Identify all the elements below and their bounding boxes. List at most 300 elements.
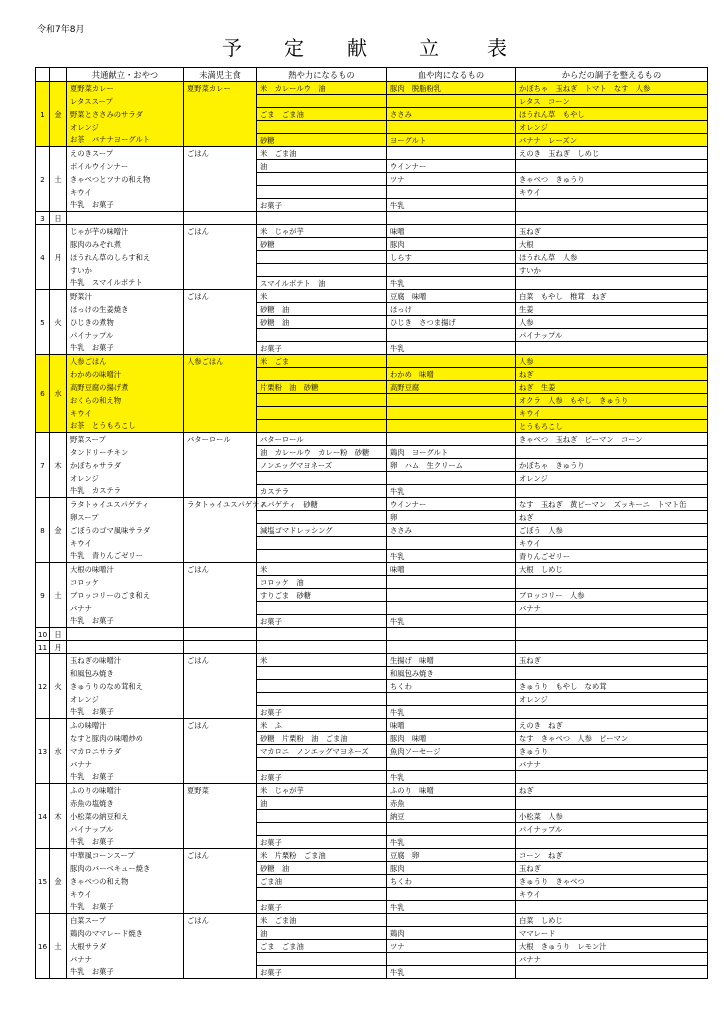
common-menu-item: きゃべつの和え物 [67, 875, 184, 888]
infant-staple [184, 862, 257, 875]
energy-foods-cell: お菓子 [257, 199, 387, 212]
common-menu-item: 牛乳 お菓子 [67, 706, 184, 719]
regulating-foods-cell: なす きゃべつ 人参 ピーマン [516, 732, 708, 745]
energy-cell [257, 212, 387, 225]
energy-cell [257, 641, 387, 654]
energy-foods-cell [257, 251, 387, 264]
day-number: 12 [36, 654, 50, 719]
body-building-foods-cell: 牛乳 [387, 706, 516, 719]
common-menu-item: 豚肉のバーベキュー焼き [67, 862, 184, 875]
common-menu-item: ボイルウインナー [67, 160, 184, 173]
body-building-foods-cell: ひじき さつま揚げ [387, 316, 516, 329]
common-menu-item: ふの味噌汁 [67, 719, 184, 732]
infant-staple [184, 836, 257, 849]
regulating-foods-cell: 大根 しめじ [516, 563, 708, 576]
body-building-foods-cell: 牛乳 [387, 966, 516, 979]
regulating-foods-cell [516, 901, 708, 914]
infant-staple [184, 472, 257, 485]
regulating-foods-cell: 人参 [516, 316, 708, 329]
body-building-foods-cell: ウインナー [387, 160, 516, 173]
menu-row [36, 121, 708, 134]
body-building-foods-cell: 味噌 [387, 719, 516, 732]
menu-row [36, 732, 708, 745]
energy-foods-cell: 砂糖 [257, 134, 387, 147]
menu-row [36, 719, 708, 732]
regulating-foods-cell [516, 797, 708, 810]
energy-foods-cell [257, 680, 387, 693]
header-row [36, 68, 708, 82]
menu-row [36, 433, 708, 446]
body-building-cell [387, 641, 516, 654]
energy-foods-cell: 油 [257, 927, 387, 940]
regulating-foods-cell: 玉ねぎ [516, 225, 708, 238]
menu-row [36, 667, 708, 680]
infant-staple [184, 771, 257, 784]
regulating-foods-cell: きゅうり [516, 745, 708, 758]
body-building-foods-cell [387, 888, 516, 901]
menu-row [36, 849, 708, 862]
infant-staple [184, 446, 257, 459]
menu-row [36, 108, 708, 121]
infant-staple [184, 511, 257, 524]
infant-staple-cell [184, 641, 257, 654]
infant-staple: ごはん [184, 719, 257, 732]
energy-foods-cell: 米 ごま油 [257, 147, 387, 160]
body-building-foods-cell: 牛乳 [387, 615, 516, 628]
regulating-foods-cell [516, 771, 708, 784]
infant-staple [184, 732, 257, 745]
infant-staple [184, 420, 257, 433]
day-row-empty [36, 212, 708, 225]
regulating-foods-cell: ほうれん草 もやし [516, 108, 708, 121]
body-building-foods-cell [387, 407, 516, 420]
infant-staple [184, 745, 257, 758]
regulating-foods-cell: コーン ねぎ [516, 849, 708, 862]
common-menu-item: ブロッコリーのごま和え [67, 589, 184, 602]
menu-body [36, 82, 708, 979]
common-menu-item: 野菜とささみのサラダ [67, 108, 184, 121]
regulating-foods-cell: なす 玉ねぎ 黄ピーマン ズッキーニ トマト缶 [516, 498, 708, 511]
regulating-foods-cell [516, 342, 708, 355]
infant-staple [184, 953, 257, 966]
common-menu-item: パイナップル [67, 329, 184, 342]
infant-staple [184, 875, 257, 888]
body-building-cell [387, 212, 516, 225]
body-building-foods-cell [387, 264, 516, 277]
regulating-foods-cell: 大根 [516, 238, 708, 251]
common-menu-item: 大根サラダ [67, 940, 184, 953]
energy-foods-cell: お菓子 [257, 342, 387, 355]
infant-staple: ラタトゥイユスパゲティ [184, 498, 257, 511]
regulating-foods-cell: とうもろこし [516, 420, 708, 433]
menu-row [36, 199, 708, 212]
menu-row [36, 771, 708, 784]
infant-staple: 夏野菜 [184, 784, 257, 797]
common-menu-item: バナナ [67, 602, 184, 615]
menu-row [36, 550, 708, 563]
regulating-foods-cell [516, 485, 708, 498]
energy-foods-cell: 片栗粉 油 砂糖 [257, 381, 387, 394]
energy-foods-cell: お菓子 [257, 706, 387, 719]
energy-foods-cell [257, 602, 387, 615]
menu-row [36, 576, 708, 589]
menu-row [36, 446, 708, 459]
infant-staple [184, 485, 257, 498]
infant-staple [184, 550, 257, 563]
body-building-foods-cell: ささみ [387, 108, 516, 121]
infant-staple [184, 966, 257, 979]
regulating-cell [516, 212, 708, 225]
energy-foods-cell [257, 810, 387, 823]
header-weekday [50, 68, 67, 82]
menu-table [35, 67, 708, 979]
body-building-foods-cell: 卵 [387, 511, 516, 524]
body-building-foods-cell: 牛乳 [387, 342, 516, 355]
infant-staple [184, 108, 257, 121]
body-building-foods-cell [387, 420, 516, 433]
regulating-foods-cell: ねぎ 生姜 [516, 381, 708, 394]
energy-foods-cell [257, 550, 387, 563]
infant-staple [184, 186, 257, 199]
weekday: 土 [50, 147, 67, 212]
menu-row [36, 797, 708, 810]
regulating-foods-cell [516, 277, 708, 290]
common-menu-item: レタススープ [67, 95, 184, 108]
day-number: 13 [36, 719, 50, 784]
infant-staple: ごはん [184, 290, 257, 303]
infant-staple [184, 823, 257, 836]
infant-staple [184, 381, 257, 394]
energy-foods-cell: ごま油 [257, 875, 387, 888]
day-number: 8 [36, 498, 50, 563]
title-char: 立 [419, 36, 439, 60]
body-building-foods-cell: 豚肉 [387, 238, 516, 251]
regulating-foods-cell: 白菜 しめじ [516, 914, 708, 927]
energy-foods-cell: 米 じゃが芋 [257, 784, 387, 797]
weekday: 水 [50, 355, 67, 433]
menu-row [36, 498, 708, 511]
menu-row [36, 823, 708, 836]
weekday: 木 [50, 784, 67, 849]
energy-foods-cell: 砂糖 油 [257, 316, 387, 329]
infant-staple [184, 680, 257, 693]
weekday: 火 [50, 290, 67, 355]
menu-row [36, 342, 708, 355]
common-menu-item: 小松菜の納豆和え [67, 810, 184, 823]
energy-foods-cell [257, 758, 387, 771]
regulating-foods-cell: かぼちゃ 玉ねぎ トマト なす 人参 [516, 82, 708, 95]
regulating-foods-cell: えのき 玉ねぎ しめじ [516, 147, 708, 160]
day-number: 1 [36, 82, 50, 147]
common-menu-item: キウイ [67, 186, 184, 199]
regulating-foods-cell: かぼちゃ きゅうり [516, 459, 708, 472]
menu-row [36, 706, 708, 719]
body-building-foods-cell [387, 394, 516, 407]
body-building-foods-cell [387, 537, 516, 550]
menu-row [36, 225, 708, 238]
energy-foods-cell: 米 じゃが芋 [257, 225, 387, 238]
infant-staple [184, 524, 257, 537]
energy-foods-cell [257, 420, 387, 433]
infant-staple [184, 368, 257, 381]
menu-row [36, 836, 708, 849]
weekday: 土 [50, 563, 67, 628]
infant-staple [184, 251, 257, 264]
menu-row [36, 966, 708, 979]
energy-foods-cell [257, 95, 387, 108]
common-menu-item: オレンジ [67, 472, 184, 485]
era-month-label: 令和7年8月 [37, 25, 85, 35]
regulating-foods-cell: 小松菜 人参 [516, 810, 708, 823]
page-title [0, 36, 724, 66]
energy-foods-cell: 米 [257, 563, 387, 576]
regulating-foods-cell: ママレード [516, 927, 708, 940]
regulating-foods-cell: 人参 [516, 355, 708, 368]
menu-row [36, 589, 708, 602]
body-building-foods-cell [387, 589, 516, 602]
menu-row [36, 537, 708, 550]
energy-foods-cell [257, 394, 387, 407]
body-building-foods-cell: 鶏肉 ヨーグルト [387, 446, 516, 459]
common-menu-item: すいか [67, 264, 184, 277]
menu-row [36, 264, 708, 277]
body-building-foods-cell: 納豆 [387, 810, 516, 823]
weekday: 金 [50, 498, 67, 563]
menu-row [36, 82, 708, 95]
day-number: 6 [36, 355, 50, 433]
common-menu-item: なすと豚肉の味噌炒め [67, 732, 184, 745]
menu-row [36, 147, 708, 160]
menu-row [36, 472, 708, 485]
infant-staple [184, 342, 257, 355]
common-menu-item: 鶏肉のママレード焼き [67, 927, 184, 940]
energy-foods-cell: ごま ごま油 [257, 108, 387, 121]
weekday: 金 [50, 849, 67, 914]
menu-row [36, 394, 708, 407]
common-menu-item: パイナップル [67, 823, 184, 836]
common-menu-item: 野菜スープ [67, 433, 184, 446]
body-building-foods-cell: 卵 ハム 生クリーム [387, 459, 516, 472]
common-menu-item: わかめの味噌汁 [67, 368, 184, 381]
infant-staple [184, 199, 257, 212]
body-building-foods-cell [387, 758, 516, 771]
common-menu-item: ほっけの生姜焼き [67, 303, 184, 316]
infant-staple [184, 810, 257, 823]
body-building-foods-cell [387, 472, 516, 485]
infant-staple [184, 277, 257, 290]
day-number: 7 [36, 433, 50, 498]
infant-staple [184, 576, 257, 589]
infant-staple [184, 303, 257, 316]
menu-row [36, 420, 708, 433]
menu-row [36, 563, 708, 576]
body-building-foods-cell [387, 121, 516, 134]
infant-staple [184, 238, 257, 251]
menu-row [36, 888, 708, 901]
body-building-foods-cell [387, 602, 516, 615]
infant-staple [184, 407, 257, 420]
body-building-foods-cell: 豆腐 卵 [387, 849, 516, 862]
infant-staple [184, 927, 257, 940]
regulating-foods-cell [516, 667, 708, 680]
common-menu-cell [67, 212, 184, 225]
body-building-foods-cell: 牛乳 [387, 550, 516, 563]
energy-foods-cell: 油 カレールウ カレー粉 砂糖 [257, 446, 387, 459]
weekday: 木 [50, 433, 67, 498]
header-infant-staple: 未満児主食 [184, 68, 257, 82]
infant-staple [184, 615, 257, 628]
energy-foods-cell: 油 [257, 160, 387, 173]
energy-foods-cell: スパゲティ 砂糖 [257, 498, 387, 511]
common-menu-item: 夏野菜カレー [67, 82, 184, 95]
regulating-foods-cell [516, 160, 708, 173]
body-building-foods-cell: 鶏肉 [387, 927, 516, 940]
common-menu-item: おくらの和え物 [67, 394, 184, 407]
common-menu-item: お茶 とうもろこし [67, 420, 184, 433]
body-building-foods-cell: 赤魚 [387, 797, 516, 810]
energy-foods-cell: お菓子 [257, 771, 387, 784]
body-building-foods-cell: ほっけ [387, 303, 516, 316]
body-building-foods-cell: ささみ [387, 524, 516, 537]
body-building-foods-cell [387, 355, 516, 368]
common-menu-item: 人参ごはん [67, 355, 184, 368]
menu-row [36, 914, 708, 927]
common-menu-item: きゃべつとツナの和え物 [67, 173, 184, 186]
common-menu-cell [67, 628, 184, 641]
day-row-empty [36, 628, 708, 641]
energy-foods-cell: コロッケ 油 [257, 576, 387, 589]
infant-staple [184, 173, 257, 186]
body-building-foods-cell: ツナ [387, 173, 516, 186]
energy-foods-cell: お菓子 [257, 901, 387, 914]
energy-foods-cell [257, 667, 387, 680]
energy-foods-cell [257, 368, 387, 381]
common-menu-item: 大根の味噌汁 [67, 563, 184, 576]
regulating-cell [516, 641, 708, 654]
energy-foods-cell: 米 片栗粉 ごま油 [257, 849, 387, 862]
body-building-foods-cell: 豆腐 味噌 [387, 290, 516, 303]
energy-foods-cell [257, 537, 387, 550]
menu-row [36, 251, 708, 264]
header-regulating-foods: からだの調子を整えるもの [516, 68, 708, 82]
body-building-foods-cell: ウインナー [387, 498, 516, 511]
body-building-foods-cell: ふのり 味噌 [387, 784, 516, 797]
day-number: 14 [36, 784, 50, 849]
regulating-foods-cell: きゃべつ 玉ねぎ ピーマン コーン [516, 433, 708, 446]
energy-foods-cell [257, 186, 387, 199]
menu-row [36, 862, 708, 875]
common-menu-item: 牛乳 青りんごゼリー [67, 550, 184, 563]
infant-staple [184, 667, 257, 680]
body-building-foods-cell [387, 823, 516, 836]
body-building-foods-cell: ちくわ [387, 680, 516, 693]
header-common-menu: 共通献立・おやつ [67, 68, 184, 82]
common-menu-item: 卵スープ [67, 511, 184, 524]
day-number: 16 [36, 914, 50, 979]
menu-row [36, 602, 708, 615]
energy-foods-cell: すりごま 砂糖 [257, 589, 387, 602]
menu-row [36, 407, 708, 420]
body-building-foods-cell [387, 693, 516, 706]
regulating-foods-cell [516, 446, 708, 459]
body-building-foods-cell: 魚肉ソーセージ [387, 745, 516, 758]
body-building-foods-cell: 牛乳 [387, 485, 516, 498]
regulating-foods-cell [516, 199, 708, 212]
menu-row [36, 615, 708, 628]
regulating-foods-cell: バナナ レーズン [516, 134, 708, 147]
regulating-foods-cell [516, 576, 708, 589]
common-menu-item: マカロニサラダ [67, 745, 184, 758]
regulating-foods-cell: バナナ [516, 602, 708, 615]
common-menu-item: じゃが芋の味噌汁 [67, 225, 184, 238]
menu-row [36, 654, 708, 667]
infant-staple [184, 394, 257, 407]
regulating-foods-cell: オレンジ [516, 693, 708, 706]
common-menu-cell [67, 641, 184, 654]
menu-row [36, 381, 708, 394]
energy-foods-cell: 米 ごま油 [257, 914, 387, 927]
infant-staple [184, 797, 257, 810]
infant-staple [184, 459, 257, 472]
day-number: 3 [36, 212, 50, 225]
day-number: 10 [36, 628, 50, 641]
regulating-foods-cell: パイナップル [516, 329, 708, 342]
weekday: 月 [50, 641, 67, 654]
body-building-foods-cell: 高野豆腐 [387, 381, 516, 394]
common-menu-item: えのきスープ [67, 147, 184, 160]
menu-row [36, 810, 708, 823]
infant-staple: ごはん [184, 914, 257, 927]
energy-foods-cell: カステラ [257, 485, 387, 498]
body-building-foods-cell: 豚肉 [387, 862, 516, 875]
common-menu-item: キウイ [67, 888, 184, 901]
menu-row [36, 134, 708, 147]
energy-foods-cell: お菓子 [257, 966, 387, 979]
menu-row [36, 758, 708, 771]
infant-staple [184, 706, 257, 719]
regulating-cell [516, 628, 708, 641]
menu-row [36, 784, 708, 797]
body-building-foods-cell: 生揚げ 味噌 [387, 654, 516, 667]
infant-staple [184, 901, 257, 914]
body-building-foods-cell: 牛乳 [387, 901, 516, 914]
regulating-foods-cell: キウイ [516, 407, 708, 420]
menu-row [36, 277, 708, 290]
common-menu-item: オレンジ [67, 121, 184, 134]
menu-row [36, 355, 708, 368]
regulating-foods-cell: 玉ねぎ [516, 654, 708, 667]
regulating-foods-cell: ごぼう 人参 [516, 524, 708, 537]
infant-staple [184, 121, 257, 134]
body-building-foods-cell [387, 95, 516, 108]
infant-staple-cell [184, 212, 257, 225]
infant-staple [184, 537, 257, 550]
regulating-foods-cell: すいか [516, 264, 708, 277]
menu-row [36, 303, 708, 316]
menu-row [36, 160, 708, 173]
regulating-foods-cell [516, 966, 708, 979]
energy-foods-cell [257, 953, 387, 966]
weekday: 金 [50, 82, 67, 147]
menu-row [36, 875, 708, 888]
energy-cell [257, 628, 387, 641]
regulating-foods-cell: キウイ [516, 537, 708, 550]
energy-foods-cell: 米 ごま [257, 355, 387, 368]
energy-foods-cell: 油 [257, 797, 387, 810]
regulating-foods-cell: ほうれん草 人参 [516, 251, 708, 264]
infant-staple [184, 589, 257, 602]
body-building-foods-cell: 和風包み焼き [387, 667, 516, 680]
